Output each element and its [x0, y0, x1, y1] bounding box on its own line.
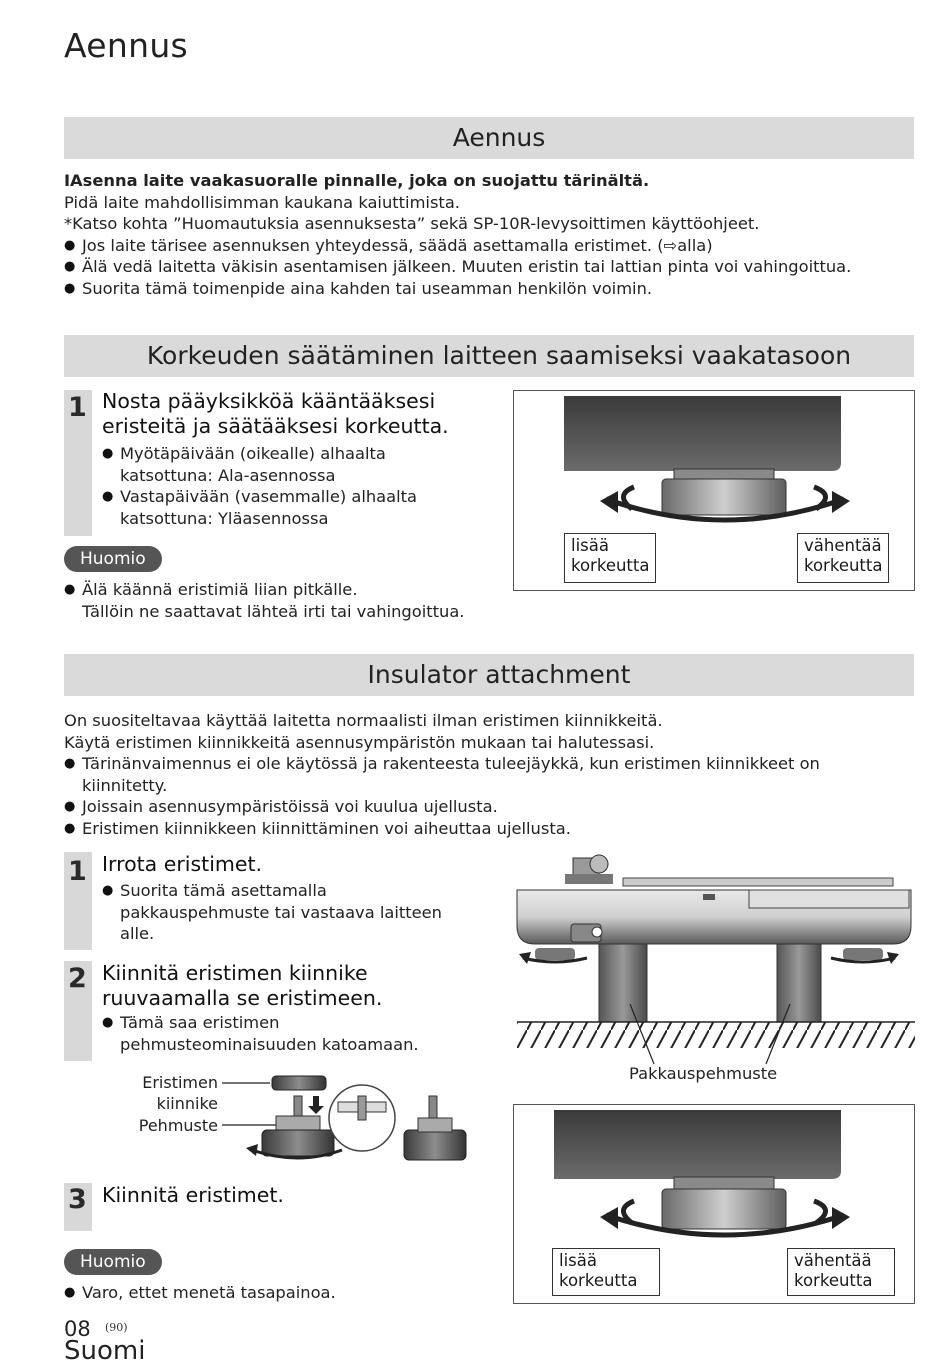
- note-badge: Huomio: [64, 1249, 162, 1275]
- note-line: Tällöin ne saattavat lähteä irti tai vahingoittua.: [82, 601, 465, 621]
- step-bullet-line: pakkauspehmuste tai vastaava laitteen: [120, 902, 442, 922]
- step-bullet-line: katsottuna: Yläasennossa: [120, 508, 329, 528]
- section-heading-text: Korkeuden säätäminen laitteen saamiseksi vaakatasoon: [146, 341, 852, 370]
- step-bullet-line: ● Tämä saa eristimen: [120, 1013, 280, 1032]
- section3-body: [64, 710, 914, 840]
- bullet-line: ● Eristimen kiinnikkeen kiinnittäminen voi aiheuttaa ujellusta.: [82, 818, 571, 838]
- decrease-height-label: [787, 1248, 895, 1296]
- step-title-line: Kiinnitä eristimen kiinnike: [102, 961, 368, 985]
- section1-bold-line: IAsenna laite vaakasuoralle pinnalle, joka on suojattu tärinältä.: [64, 171, 650, 190]
- attachment-label: [126, 1072, 218, 1114]
- label-line: korkeutta: [571, 556, 650, 575]
- section3-line: On suositeltavaa käyttää laitetta normaalisti ilman eristimen kiinnikkeitä.: [64, 711, 663, 730]
- bullet-line: kiinnitetty.: [82, 775, 168, 795]
- step-bullet: [102, 486, 417, 529]
- insulator-parts-illustration: [222, 1066, 470, 1170]
- increase-height-label: [552, 1248, 660, 1296]
- step-title-line: eristeitä ja säätääksesi korkeutta.: [102, 413, 449, 438]
- step-bullets: [102, 443, 417, 529]
- note-text: [64, 1282, 336, 1304]
- section1-bullet: ● Jos laite tärisee asennuksen yhteydessä, säädä asettamalla eristimet. (⇨alla): [64, 235, 914, 257]
- section3-line: Käytä eristimen kiinnikkeitä asennusympäristön mukaan tai halutessasi.: [64, 732, 655, 752]
- page-number: 08: [64, 1317, 91, 1341]
- step-title: [102, 961, 382, 1010]
- step-bullets: [102, 1012, 419, 1055]
- label-line: lisää: [559, 1251, 597, 1270]
- section3-bullet: [64, 818, 914, 840]
- section3-bullet: [64, 753, 914, 796]
- step-title: [102, 389, 449, 438]
- step-title: Kiinnitä eristimet.: [102, 1183, 284, 1207]
- step-number: 1: [68, 392, 87, 423]
- step-bullet-line: pehmusteominaisuuden katoamaan.: [120, 1034, 419, 1054]
- label-line: lisää: [571, 536, 609, 555]
- step-number: 2: [68, 963, 87, 994]
- step-title-line: Nosta pääyksikköä kääntääksesi: [102, 389, 436, 413]
- step-bullet-line: ● Vastapäivään (vasemmalle) alhaalta: [120, 487, 418, 507]
- label-line: vähentää: [804, 536, 882, 555]
- language-label: Suomi: [64, 1336, 146, 1366]
- label-line: Eristimen: [142, 1073, 218, 1092]
- section1-bullet: ● Suorita tämä toimenpide aina kahden tai useamman henkilön voimin.: [64, 278, 914, 300]
- section1-line: *Katso kohta ”Huomautuksia asennuksesta” sekä SP-10R-levysoittimen käyttöohjeet.: [64, 214, 760, 234]
- step-title-line: ruuvaamalla se eristimeen.: [102, 985, 383, 1010]
- step-bullets: [102, 880, 442, 945]
- label-line: korkeutta: [804, 556, 883, 575]
- step-bullet: [102, 880, 442, 945]
- cushion-leader-lines: [620, 1000, 800, 1070]
- label-line: korkeutta: [559, 1271, 638, 1290]
- step-bullet: [102, 443, 417, 486]
- bullet-line: ● Joissain asennusympäristöissä voi kuulua ujellusta.: [82, 797, 498, 817]
- section1-line: Pidä laite mahdollisimman kaukana kaiuttimista.: [64, 192, 460, 212]
- label-line: korkeutta: [794, 1271, 873, 1290]
- cushion-label: Pehmuste: [138, 1116, 218, 1135]
- note-badge: Huomio: [64, 546, 162, 572]
- increase-height-label: [564, 533, 656, 583]
- section1-body: [64, 170, 914, 300]
- note-line: ● Älä käännä eristimiä liian pitkälle.: [82, 580, 358, 599]
- step-number: 3: [68, 1184, 87, 1215]
- packing-cushion-label: Pakkauspehmuste: [629, 1064, 778, 1083]
- section-heading-insulator-attachment: [64, 654, 914, 696]
- section3-bullet: [64, 796, 914, 818]
- note-bullet: ● Varo, ettet menetä tasapainoa.: [64, 1282, 336, 1304]
- page-reference: (90): [105, 1321, 128, 1334]
- step-bullet-line: alle.: [120, 924, 155, 944]
- step-title: Irrota eristimet.: [102, 852, 263, 876]
- label-line: kiinnike: [156, 1094, 218, 1113]
- decrease-height-label: [797, 533, 889, 583]
- bullet-line: ● Tärinänvaimennus ei ole käytössä ja rakenteesta tuleejäykkä, kun eristimen kiinnikkeet on: [82, 754, 820, 774]
- page-title: Aennus: [64, 26, 189, 65]
- step-number: 1: [68, 856, 87, 887]
- insulator-adjust-figure-bottom: [513, 1104, 915, 1304]
- section-heading-aennus: [64, 117, 914, 159]
- section1-bullet: ● Älä vedä laitetta väkisin asentamisen jälkeen. Muuten eristin tai lattian pinta voi vahingoittua.: [64, 256, 914, 278]
- section-heading-text: Insulator attachment: [367, 660, 631, 689]
- step-bullet-line: ● Suorita tämä asettamalla: [120, 881, 327, 900]
- label-line: vähentää: [794, 1251, 872, 1270]
- insulator-adjust-figure: [513, 390, 915, 591]
- section-heading-height-adjust: [64, 335, 914, 377]
- note-text: [64, 579, 464, 622]
- step-bullet-line: katsottuna: Ala-asennossa: [120, 465, 336, 485]
- note-bullet: [64, 579, 464, 622]
- step-bullet-line: ● Myötäpäivään (oikealle) alhaalta: [120, 444, 386, 463]
- section-heading-text: Aennus: [452, 123, 546, 152]
- step-bullet: [102, 1012, 419, 1055]
